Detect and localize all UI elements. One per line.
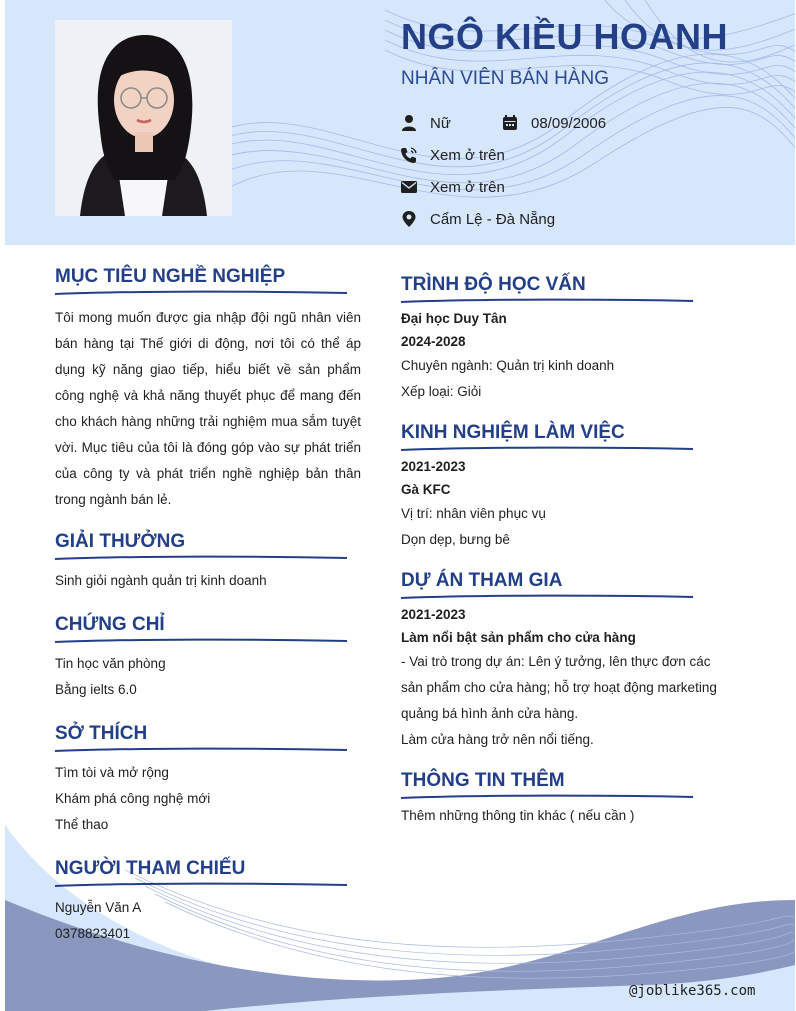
project-line: quảng bá hình ảnh cửa hàng. [401,706,579,721]
education-line: Chuyên ngành: Quản trị kinh doanh [401,358,615,373]
address-value: Cẩm Lệ - Đà Nẵng [430,210,556,228]
project-line: Làm cửa hàng trở nên nổi tiếng. [401,732,594,747]
references-title: NGƯỜI THAM CHIẾU [55,858,246,879]
profile-photo [55,20,232,216]
awards-item: Sinh giỏi ngành quản trị kinh doanh [55,573,267,588]
objective-section [55,265,361,513]
candidate-name: NGÔ KIỀU HOANH [401,16,729,57]
birthdate-row [501,112,606,134]
watermark-text: @joblike365.com [629,983,756,999]
experience-title-underline [401,445,693,453]
experience-company: Gà KFC [401,482,451,497]
additional-info-title: THÔNG TIN THÊM [401,770,565,791]
certificates-title-underline [55,637,347,645]
birthdate-value: 08/09/2006 [531,114,607,132]
additional-info-title-underline [401,793,693,801]
objective-text: Tôi mong muốn được gia nhập đội ngũ nhân viên bán hàng tại Thế giới di động, nơi tôi có thể áp dụng kỹ năng giao tiếp, hiểu biết về sản phẩm công nghệ và khả năng thuyết phục để mang đến cho khách hàng những trải nghiệm mua sắm tuyệt vời. Mục tiêu của tôi là đóng góp vào sự phát triển của công ty và phát triển nghề nghiệp bản thân trong ngành bán lẻ. [55,310,361,507]
certificates-title: CHỨNG CHỈ [55,614,165,635]
education-title: TRÌNH ĐỘ HỌC VẤN [401,274,586,295]
project-period: 2021-2023 [401,607,466,622]
awards-section [55,530,361,594]
projects-title: DỰ ÁN THAM GIA [401,570,563,591]
reference-phone: 0378823401 [55,926,131,941]
certificate-item: Bằng ielts 6.0 [55,682,137,697]
references-section [55,857,361,947]
project-line: sản phẩm cho cửa hàng; hỗ trợ hoạt động marketing [401,680,717,695]
portrait-image [55,20,232,216]
header-band [5,0,795,245]
experience-line: Vị trí: nhân viên phục vụ [401,506,546,521]
education-title-underline [401,297,693,305]
hobbies-title-underline [55,746,347,754]
education-school: Đại học Duy Tân [401,311,507,326]
hobbies-title: SỞ THÍCH [55,723,148,744]
email-row [400,176,505,198]
education-section [401,273,741,405]
objective-title: MỤC TIÊU NGHỀ NGHIỆP [55,266,286,287]
gender-row [400,112,451,134]
experience-line: Dọn dẹp, bưng bê [401,532,510,547]
objective-title-underline [55,289,347,297]
gender-value: Nữ [430,114,451,132]
certificate-item: Tin học văn phòng [55,656,166,671]
hobbies-section [55,722,361,838]
references-title-underline [55,881,347,889]
projects-section [401,569,741,753]
project-line: - Vai trò trong dự án: Lên ý tưởng, lên thực đơn các [401,654,711,669]
calendar-icon [501,114,519,132]
additional-info-section [401,769,741,829]
phone-row [400,144,505,166]
experience-title: KINH NGHIỆM LÀM VIỆC [401,422,625,443]
reference-name: Nguyễn Văn A [55,900,142,915]
education-period: 2024-2028 [401,334,466,349]
awards-title: GIẢI THƯỞNG [55,531,186,552]
cv-page [5,0,795,1011]
candidate-job-title: NHÂN VIÊN BÁN HÀNG [401,68,609,89]
hobby-item: Thể thao [55,817,109,832]
hobby-item: Khám phá công nghệ mới [55,791,211,806]
location-pin-icon [400,210,418,228]
user-icon [400,114,418,132]
project-name: Làm nổi bật sản phẩm cho cửa hàng [401,630,636,645]
phone-icon [400,146,418,164]
experience-period: 2021-2023 [401,459,466,474]
hobby-item: Tìm tòi và mở rộng [55,765,169,780]
additional-info-item: Thêm những thông tin khác ( nếu cần ) [401,808,635,823]
awards-title-underline [55,554,347,562]
mail-icon [400,178,418,196]
experience-section [401,421,741,553]
education-line: Xếp loại: Giỏi [401,384,482,399]
projects-title-underline [401,593,693,601]
certificates-section [55,613,361,703]
phone-value: Xem ở trên [430,146,505,164]
address-row [400,208,555,230]
email-value: Xem ở trên [430,178,505,196]
